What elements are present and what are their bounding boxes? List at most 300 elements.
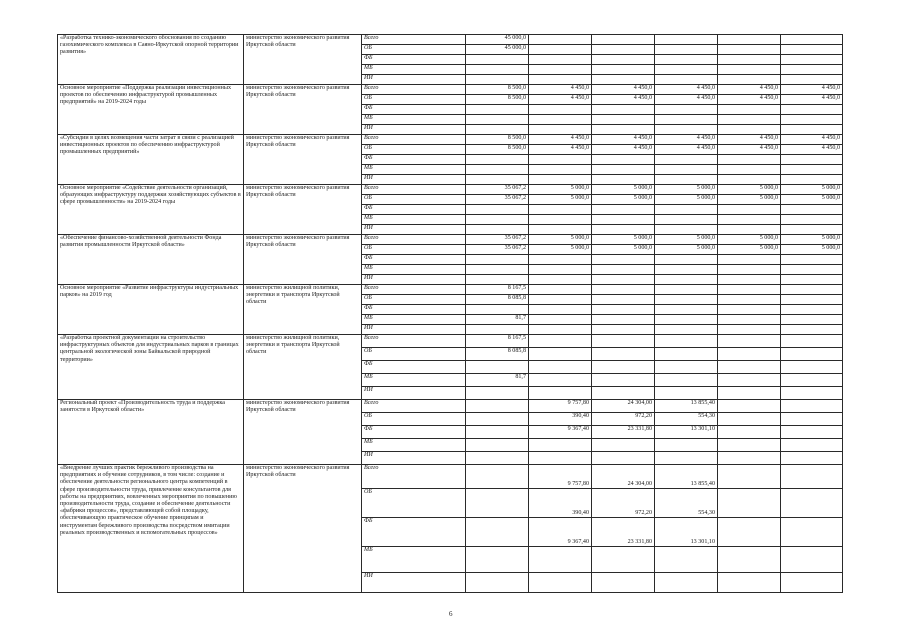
amount-cell (655, 439, 718, 452)
table-row (58, 85, 843, 95)
activity-cell: Основное мероприятие «Развитие инфраструктуры индустриальных парков» на 2019 год (58, 285, 244, 335)
funding-source-cell: МБ (362, 374, 466, 387)
executor-cell: министерство экономического развития Иркутской области (244, 35, 362, 85)
amount-cell (718, 125, 781, 135)
amount-cell (466, 400, 529, 413)
amount-cell (466, 105, 529, 115)
amount-cell (718, 215, 781, 225)
amount-cell (592, 348, 655, 361)
amount-cell: 4 450,0 (529, 95, 592, 105)
amount-cell (655, 65, 718, 75)
amount-cell: 5 000,0 (655, 245, 718, 255)
amount-cell (718, 65, 781, 75)
amount-cell (592, 573, 655, 593)
amount-cell: 13 855,40 (655, 400, 718, 413)
amount-cell (466, 518, 529, 547)
amount-cell (529, 155, 592, 165)
funding-source-cell: Всего (362, 135, 466, 145)
amount-cell: 23 331,80 (592, 426, 655, 439)
page-number: 6 (449, 610, 453, 618)
amount-cell (655, 215, 718, 225)
amount-cell (529, 125, 592, 135)
amount-cell (781, 547, 843, 573)
amount-cell: 81,7 (466, 374, 529, 387)
amount-cell: 13 855,40 (655, 465, 718, 489)
funding-source-cell: ФБ (362, 55, 466, 65)
amount-cell (718, 45, 781, 55)
amount-cell (781, 115, 843, 125)
executor-cell: министерство экономического развития Иркутской области (244, 85, 362, 135)
amount-cell: 35 067,2 (466, 195, 529, 205)
amount-cell (655, 452, 718, 465)
amount-cell (655, 225, 718, 235)
amount-cell (718, 547, 781, 573)
amount-cell (655, 315, 718, 325)
amount-cell (718, 255, 781, 265)
amount-cell (655, 165, 718, 175)
funding-source-cell: МБ (362, 439, 466, 452)
funding-source-cell: МБ (362, 547, 466, 573)
amount-cell (655, 125, 718, 135)
amount-cell (781, 305, 843, 315)
amount-cell (529, 348, 592, 361)
amount-cell (781, 155, 843, 165)
amount-cell (466, 439, 529, 452)
amount-cell (529, 205, 592, 215)
amount-cell (781, 413, 843, 426)
amount-cell (592, 547, 655, 573)
amount-cell (718, 35, 781, 45)
amount-cell (529, 335, 592, 348)
amount-cell (781, 387, 843, 400)
amount-cell: 9 367,40 (529, 518, 592, 547)
funding-source-cell: ОБ (362, 413, 466, 426)
table-row (58, 465, 843, 489)
amount-cell (529, 325, 592, 335)
amount-cell (781, 165, 843, 175)
amount-cell (529, 573, 592, 593)
amount-cell (529, 65, 592, 75)
funding-source-cell: ИИ (362, 275, 466, 285)
amount-cell (529, 115, 592, 125)
amount-cell: 4 450,0 (781, 145, 843, 155)
amount-cell: 13 301,10 (655, 518, 718, 547)
amount-cell (592, 295, 655, 305)
amount-cell (781, 65, 843, 75)
amount-cell (466, 175, 529, 185)
amount-cell (655, 305, 718, 315)
amount-cell: 5 000,0 (718, 245, 781, 255)
amount-cell: 35 067,2 (466, 245, 529, 255)
amount-cell (592, 335, 655, 348)
amount-cell (718, 105, 781, 115)
amount-cell (529, 361, 592, 374)
amount-cell (466, 489, 529, 518)
amount-cell (718, 225, 781, 235)
amount-cell: 390,40 (529, 489, 592, 518)
amount-cell (655, 35, 718, 45)
amount-cell (781, 265, 843, 275)
amount-cell: 4 450,0 (781, 135, 843, 145)
amount-cell (466, 125, 529, 135)
amount-cell (718, 573, 781, 593)
funding-source-cell: ОБ (362, 295, 466, 305)
funding-source-cell: ФБ (362, 305, 466, 315)
table-row (58, 335, 843, 348)
funding-source-cell: ФБ (362, 426, 466, 439)
amount-cell (718, 315, 781, 325)
amount-cell: 4 450,0 (718, 145, 781, 155)
amount-cell (529, 315, 592, 325)
amount-cell: 4 450,0 (529, 85, 592, 95)
funding-source-cell: МБ (362, 315, 466, 325)
amount-cell (592, 205, 655, 215)
amount-cell (466, 55, 529, 65)
amount-cell (718, 374, 781, 387)
amount-cell (466, 305, 529, 315)
amount-cell: 5 000,0 (529, 245, 592, 255)
amount-cell (655, 335, 718, 348)
amount-cell (781, 105, 843, 115)
amount-cell (655, 115, 718, 125)
amount-cell: 13 301,10 (655, 426, 718, 439)
funding-source-cell: ОБ (362, 245, 466, 255)
amount-cell: 35 067,2 (466, 235, 529, 245)
amount-cell: 972,20 (592, 489, 655, 518)
amount-cell (781, 374, 843, 387)
amount-cell (781, 400, 843, 413)
amount-cell (781, 175, 843, 185)
amount-cell: 24 304,00 (592, 400, 655, 413)
funding-source-cell: ОБ (362, 45, 466, 55)
amount-cell: 8 085,8 (466, 295, 529, 305)
amount-cell: 5 000,0 (781, 185, 843, 195)
amount-cell: 23 331,80 (592, 518, 655, 547)
amount-cell (592, 255, 655, 265)
amount-cell (655, 374, 718, 387)
amount-cell (592, 374, 655, 387)
amount-cell (718, 75, 781, 85)
amount-cell: 4 450,0 (718, 85, 781, 95)
amount-cell (718, 285, 781, 295)
table-row (58, 400, 843, 413)
amount-cell (592, 452, 655, 465)
funding-source-cell: ОБ (362, 489, 466, 518)
amount-cell (718, 325, 781, 335)
funding-source-cell: Всего (362, 185, 466, 195)
amount-cell (781, 439, 843, 452)
amount-cell: 5 000,0 (718, 195, 781, 205)
amount-cell (655, 45, 718, 55)
amount-cell (592, 285, 655, 295)
amount-cell (718, 305, 781, 315)
amount-cell (529, 215, 592, 225)
amount-cell (781, 215, 843, 225)
funding-source-cell: ФБ (362, 255, 466, 265)
amount-cell (655, 573, 718, 593)
amount-cell: 5 000,0 (592, 195, 655, 205)
amount-cell (529, 165, 592, 175)
amount-cell: 5 000,0 (655, 195, 718, 205)
amount-cell (655, 265, 718, 275)
amount-cell (466, 275, 529, 285)
amount-cell (781, 45, 843, 55)
amount-cell (592, 305, 655, 315)
amount-cell (781, 465, 843, 489)
financing-table (57, 34, 843, 593)
amount-cell (592, 75, 655, 85)
funding-source-cell: Всего (362, 400, 466, 413)
amount-cell (466, 165, 529, 175)
activity-cell: Основное мероприятие «Содействие деятельности организаций, образующих инфраструктуру поддержки хозяйствующих субъектов в сфере промышленности» на 2019-2024 годы (58, 185, 244, 235)
amount-cell: 35 067,2 (466, 185, 529, 195)
amount-cell (466, 155, 529, 165)
amount-cell (466, 426, 529, 439)
amount-cell: 8 500,0 (466, 85, 529, 95)
funding-source-cell: МБ (362, 215, 466, 225)
executor-cell: министерство экономического развития Иркутской области (244, 135, 362, 185)
amount-cell: 4 450,0 (592, 145, 655, 155)
activity-cell: «Разработка проектной документации на строительство инфраструктурных объектов для индустриальных парков в границах центральной экологической зоны Байкальской природной территории» (58, 335, 244, 400)
amount-cell (529, 547, 592, 573)
activity-cell: «Внедрение лучших практик бережливого производства на предприятиях и обучение сотрудников, в том числе: создание и обеспечение деятельности регионального центра компетенций в сфере производительности труда, привлечение консультантов для работы на предприятиях, вовлеченных мероприятия по повышению производительности труда, создание и обеспечение деятельности «фабрики процессов», представляющей собой площадку, обеспечивающую практическое обучение принципам и инструментам бережливого производства посредством имитации реальных производственных и вспомогательных процессов» (58, 465, 244, 593)
amount-cell (592, 215, 655, 225)
amount-cell (592, 361, 655, 374)
amount-cell (781, 35, 843, 45)
amount-cell: 5 000,0 (655, 185, 718, 195)
executor-cell: министерство экономического развития Иркутской области (244, 235, 362, 285)
amount-cell (529, 35, 592, 45)
amount-cell: 8 500,0 (466, 145, 529, 155)
amount-cell (655, 205, 718, 215)
amount-cell (529, 45, 592, 55)
amount-cell (592, 115, 655, 125)
amount-cell (718, 361, 781, 374)
amount-cell (781, 125, 843, 135)
funding-source-cell: Всего (362, 335, 466, 348)
amount-cell: 5 000,0 (592, 245, 655, 255)
table-row (58, 235, 843, 245)
funding-source-cell: ОБ (362, 95, 466, 105)
amount-cell (655, 295, 718, 305)
amount-cell: 5 000,0 (718, 185, 781, 195)
amount-cell (781, 225, 843, 235)
amount-cell (529, 452, 592, 465)
amount-cell (466, 573, 529, 593)
amount-cell (718, 518, 781, 547)
amount-cell (781, 518, 843, 547)
table-row (58, 285, 843, 295)
amount-cell (466, 361, 529, 374)
activity-cell: Основное мероприятие «Поддержка реализации инвестиционных проектов по обеспечению инфраструктурой промышленных предприятий» на 2019-2024 годы (58, 85, 244, 135)
funding-source-cell: ФБ (362, 155, 466, 165)
amount-cell (466, 75, 529, 85)
amount-cell (655, 155, 718, 165)
funding-source-cell: ИИ (362, 452, 466, 465)
amount-cell: 5 000,0 (529, 235, 592, 245)
amount-cell: 5 000,0 (718, 235, 781, 245)
amount-cell (592, 265, 655, 275)
amount-cell: 45 000,0 (466, 45, 529, 55)
funding-source-cell: ФБ (362, 361, 466, 374)
amount-cell (655, 361, 718, 374)
amount-cell (466, 225, 529, 235)
amount-cell (718, 175, 781, 185)
amount-cell (781, 348, 843, 361)
funding-source-cell: Всего (362, 85, 466, 95)
amount-cell (781, 255, 843, 265)
amount-cell (718, 165, 781, 175)
amount-cell (781, 315, 843, 325)
amount-cell: 4 450,0 (718, 95, 781, 105)
amount-cell: 4 450,0 (655, 145, 718, 155)
amount-cell (718, 452, 781, 465)
amount-cell (592, 175, 655, 185)
activity-cell: «Разработка технико-экономического обоснования по созданию газохимического комплекса в Саяно-Иркутской опорной территории развития» (58, 35, 244, 85)
amount-cell (592, 35, 655, 45)
amount-cell (781, 361, 843, 374)
amount-cell (466, 205, 529, 215)
amount-cell (592, 315, 655, 325)
amount-cell (718, 348, 781, 361)
amount-cell (529, 305, 592, 315)
amount-cell (466, 452, 529, 465)
amount-cell: 5 000,0 (592, 235, 655, 245)
amount-cell (655, 387, 718, 400)
funding-source-cell: ИИ (362, 75, 466, 85)
executor-cell: министерство жилищной политики, энергетики и транспорта Иркутской области (244, 285, 362, 335)
amount-cell (592, 105, 655, 115)
amount-cell (529, 439, 592, 452)
funding-source-cell: ФБ (362, 205, 466, 215)
funding-source-cell: ОБ (362, 348, 466, 361)
funding-source-cell: ИИ (362, 175, 466, 185)
amount-cell (529, 275, 592, 285)
funding-source-cell: ИИ (362, 573, 466, 593)
amount-cell (781, 452, 843, 465)
amount-cell: 5 000,0 (781, 235, 843, 245)
funding-source-cell: МБ (362, 115, 466, 125)
funding-source-cell: ИИ (362, 125, 466, 135)
amount-cell (718, 426, 781, 439)
amount-cell (655, 55, 718, 65)
amount-cell: 972,20 (592, 413, 655, 426)
amount-cell (718, 275, 781, 285)
amount-cell (529, 105, 592, 115)
amount-cell (466, 115, 529, 125)
amount-cell (718, 55, 781, 65)
amount-cell (529, 265, 592, 275)
amount-cell: 9 367,40 (529, 426, 592, 439)
amount-cell: 4 450,0 (781, 85, 843, 95)
amount-cell (592, 165, 655, 175)
amount-cell (718, 387, 781, 400)
amount-cell (718, 115, 781, 125)
amount-cell (655, 348, 718, 361)
amount-cell (529, 75, 592, 85)
amount-cell (592, 45, 655, 55)
amount-cell: 9 757,80 (529, 400, 592, 413)
funding-source-cell: ИИ (362, 325, 466, 335)
amount-cell (781, 573, 843, 593)
amount-cell: 4 450,0 (718, 135, 781, 145)
amount-cell (466, 465, 529, 489)
amount-cell (592, 275, 655, 285)
amount-cell (592, 225, 655, 235)
amount-cell (466, 65, 529, 75)
amount-cell (718, 335, 781, 348)
amount-cell: 8 167,5 (466, 335, 529, 348)
amount-cell (718, 413, 781, 426)
amount-cell (592, 65, 655, 75)
amount-cell (781, 426, 843, 439)
amount-cell (655, 105, 718, 115)
executor-cell: министерство экономического развития Иркутской области (244, 185, 362, 235)
amount-cell (592, 387, 655, 400)
amount-cell (592, 125, 655, 135)
amount-cell: 390,40 (529, 413, 592, 426)
funding-source-cell: ОБ (362, 145, 466, 155)
amount-cell (466, 325, 529, 335)
amount-cell (655, 325, 718, 335)
amount-cell (655, 275, 718, 285)
funding-source-cell: МБ (362, 65, 466, 75)
amount-cell (718, 205, 781, 215)
table-row (58, 185, 843, 195)
amount-cell (529, 374, 592, 387)
executor-cell: министерство экономического развития Иркутской области (244, 400, 362, 465)
funding-source-cell: ОБ (362, 195, 466, 205)
amount-cell (781, 325, 843, 335)
amount-cell: 9 757,80 (529, 465, 592, 489)
amount-cell (718, 400, 781, 413)
amount-cell: 4 450,0 (655, 135, 718, 145)
amount-cell: 5 000,0 (655, 235, 718, 245)
amount-cell (655, 285, 718, 295)
amount-cell (655, 75, 718, 85)
table-row (58, 135, 843, 145)
amount-cell (718, 439, 781, 452)
amount-cell (781, 205, 843, 215)
amount-cell (529, 285, 592, 295)
amount-cell (529, 55, 592, 65)
funding-source-cell: ИИ (362, 225, 466, 235)
amount-cell: 554,30 (655, 413, 718, 426)
amount-cell (466, 413, 529, 426)
amount-cell (592, 55, 655, 65)
amount-cell (466, 215, 529, 225)
amount-cell: 8 167,5 (466, 285, 529, 295)
amount-cell (655, 255, 718, 265)
amount-cell: 5 000,0 (529, 185, 592, 195)
amount-cell (466, 547, 529, 573)
activity-cell: «Субсидии в целях возмещения части затрат в связи с реализацией инвестиционных проектов по обеспечению инфраструктурой промышленных предприятий» (58, 135, 244, 185)
amount-cell: 4 450,0 (592, 85, 655, 95)
amount-cell (529, 387, 592, 400)
amount-cell (781, 275, 843, 285)
amount-cell (592, 155, 655, 165)
amount-cell (592, 325, 655, 335)
amount-cell (718, 465, 781, 489)
funding-source-cell: ФБ (362, 105, 466, 115)
amount-cell: 45 000,0 (466, 35, 529, 45)
amount-cell (529, 175, 592, 185)
funding-source-cell: МБ (362, 165, 466, 175)
amount-cell: 4 450,0 (592, 135, 655, 145)
amount-cell: 24 304,00 (592, 465, 655, 489)
funding-source-cell: МБ (362, 265, 466, 275)
amount-cell (592, 439, 655, 452)
